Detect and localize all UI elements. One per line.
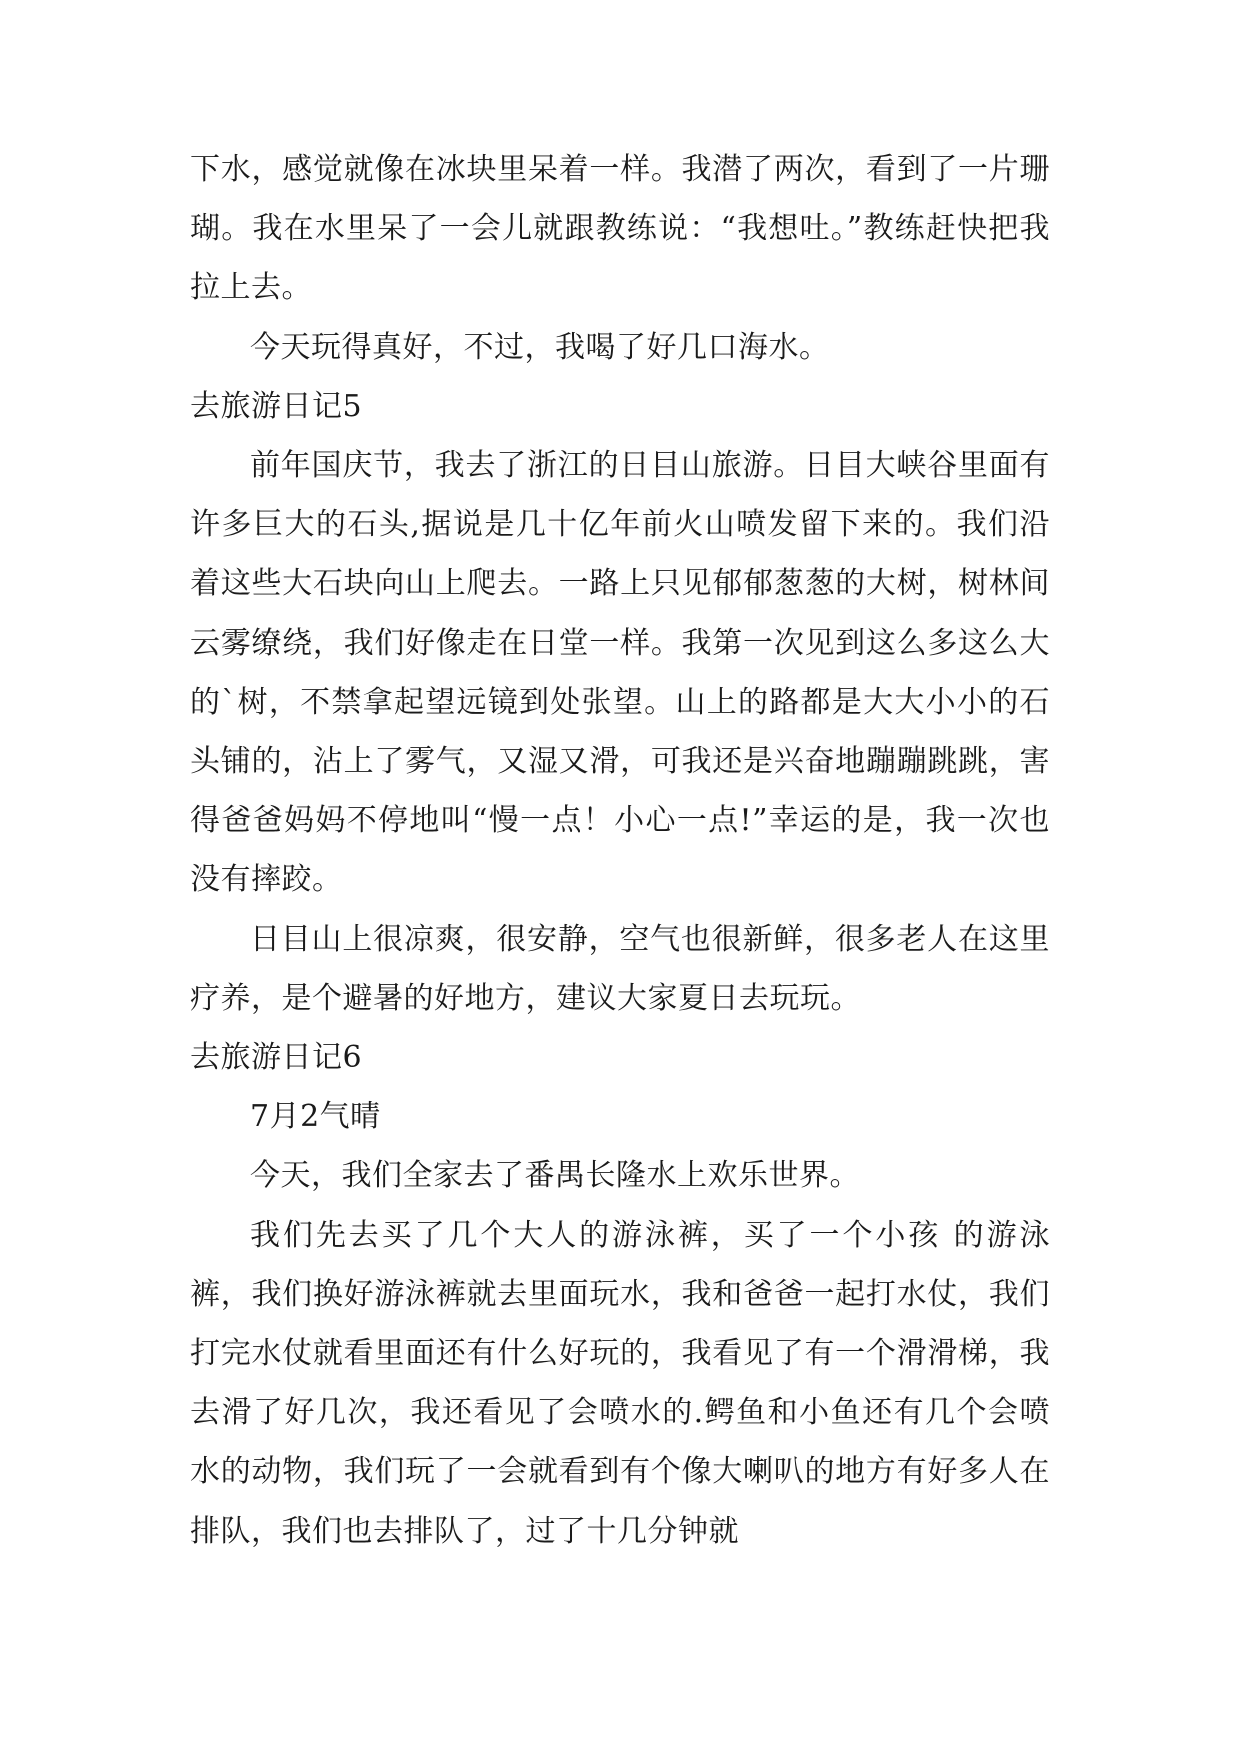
section-heading: 去旅游日记6: [190, 1040, 363, 1076]
paragraph-continued: 下水，感觉就像在冰块里呆着一样。我潜了两次，看到了一片珊瑚。我在水里呆了一会儿就跟教练说：“我想吐。”教练赶快把我拉上去。: [190, 152, 1050, 306]
paragraph: 今天，我们全家去了番禺长隆水上欢乐世界。: [250, 1158, 860, 1194]
paragraph: 我们先去买了几个大人的游泳裤，买了一个小孩 的游泳裤，我们换好游泳裤就去里面玩水，我和爸爸一起打水仗，我们打完水仗就看里面还有什么好玩的，我看见了有一个滑滑梯，我去滑了好几次，我还看见了会喷水的.鳄鱼和小鱼还有几个会喷水的动物，我们玩了一会就看到有个像大喇叭的地方有好多人在排队，我们也去排队了，过了十几分钟就: [190, 1217, 1050, 1549]
section-heading: 去旅游日记5: [190, 388, 363, 424]
document-body: [190, 140, 1050, 1561]
paragraph: 日目山上很凉爽，很安静，空气也很新鲜，很多老人在这里疗养，是个避暑的好地方，建议大家夏日去玩玩。: [190, 921, 1050, 1016]
paragraph: 前年国庆节，我去了浙江的日目山旅游。日目大峡谷里面有许多巨大的石头,据说是几十亿年前火山喷发留下来的。我们沿着这些大石块向山上爬去。一路上只见郁郁葱葱的大树，树林间云雾缭绕，我们好像走在日堂一样。我第一次见到这么多这么大的`树，不禁拿起望远镜到处张望。山上的路都是大大小小的石头铺的，沾上了雾气，又湿又滑，可我还是兴奋地蹦蹦跳跳，害得爸爸妈妈不停地叫“慢一点！小心一点!”幸运的是，我一次也没有摔跤。: [190, 448, 1050, 898]
date-line: 7月2气晴: [250, 1099, 381, 1135]
paragraph: 今天玩得真好，不过，我喝了好几口海水。: [250, 329, 830, 365]
